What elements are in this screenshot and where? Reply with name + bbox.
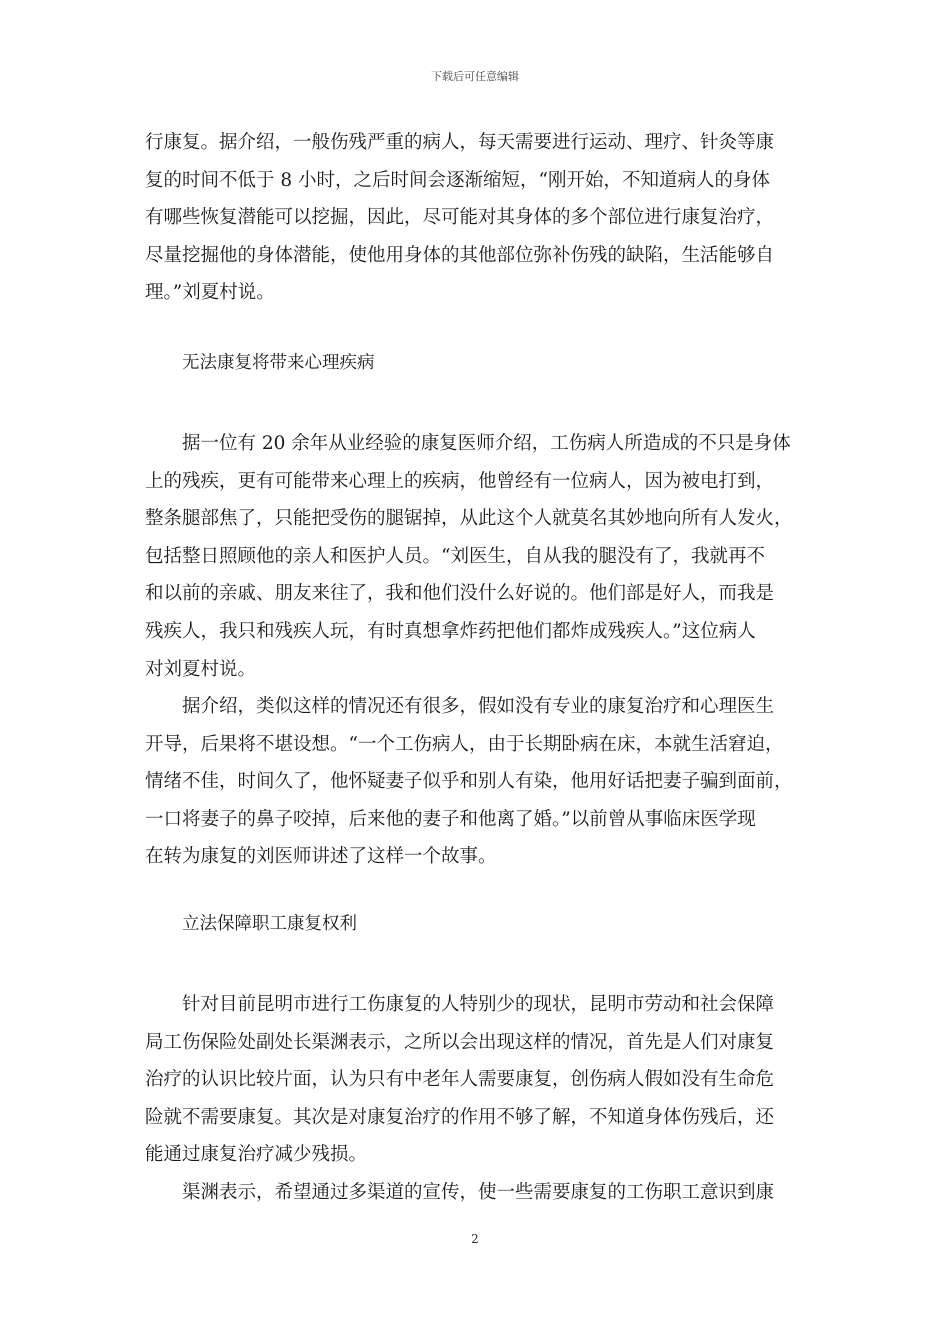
- text-line: 据介绍，类似这样的情况还有很多，假如没有专业的康复治疗和心理医生: [182, 696, 775, 717]
- text-line: 局工伤保险处副处长渠渊表示，之所以会出现这样的情况，首先是人们对康复: [145, 1031, 775, 1053]
- text-line: 针对目前昆明市进行工伤康复的人特别少的现状，昆明市劳动和社会保障: [182, 994, 775, 1015]
- section-heading-1: 无法康复将带来心理疾病: [182, 353, 375, 373]
- text-line: 尽量挖掘他的身体潜能，使他用身体的其他部位弥补伤残的缺陷，生活能够自: [145, 244, 775, 266]
- page-header: 下载后可任意编辑: [431, 70, 519, 83]
- text-line: 上的残疾，更有可能带来心理上的疾病，他曾经有一位病人，因为被电打到，: [145, 470, 775, 492]
- section-heading-2: 立法保障职工康复权利: [182, 914, 357, 934]
- text-line: 情绪不佳，时间久了，他怀疑妻子似乎和别人有染，他用好话把妻子骗到面前，: [145, 771, 793, 793]
- text-line: 开导，后果将不堪设想。“一个工伤病人，由于长期卧病在床，本就生活窘迫，: [145, 733, 784, 755]
- text-line: 包括整日照顾他的亲人和医护人员。“刘医生，自从我的腿没有了，我就再不: [145, 545, 765, 567]
- text-line: 能通过康复治疗减少残损。: [145, 1144, 368, 1166]
- page-number: 2: [471, 1232, 479, 1246]
- text-line: 一口将妻子的鼻子咬掉，后来他的妻子和他离了婚。”以前曾从事临床医学现: [145, 808, 756, 830]
- paragraph-3: [145, 688, 810, 876]
- paragraph-5: [145, 1174, 810, 1212]
- text-line: 治疗的认识比较片面，认为只有中老年人需要康复，创伤病人假如没有生命危: [145, 1069, 775, 1091]
- text-line: 整条腿部焦了，只能把受伤的腿锯掉，从此这个人就莫名其妙地向所有人发火，: [145, 508, 793, 530]
- text-line: 复的时间不低于 8 小时，之后时间会逐渐缩短，“刚开始，不知道病人的身体: [145, 169, 770, 191]
- paragraph-1: [145, 124, 810, 312]
- text-line: 对刘夏村说。: [145, 658, 257, 680]
- paragraph-2: [145, 425, 810, 688]
- text-line: 据一位有 20 余年从业经验的康复医师介绍，工伤病人所造成的不只是身体: [182, 433, 791, 454]
- text-line: 险就不需要康复。其次是对康复治疗的作用不够了解，不知道身体伤残后，还: [145, 1106, 775, 1128]
- text-line: 残疾人，我只和残疾人玩，有时真想拿炸药把他们都炸成残疾人。”这位病人: [145, 620, 756, 642]
- text-line: 有哪些恢复潜能可以挖掘，因此，尽可能对其身体的多个部位进行康复治疗，: [145, 207, 775, 229]
- text-line: 渠渊表示，希望通过多渠道的宣传，使一些需要康复的工伤职工意识到康: [182, 1182, 775, 1203]
- text-line: 行康复。据介绍，一般伤残严重的病人，每天需要进行运动、理疗、针灸等康: [145, 132, 775, 153]
- text-line: 理。”刘夏村说。: [145, 282, 275, 304]
- text-line: 在转为康复的刘医师讲述了这样一个故事。: [145, 846, 497, 868]
- text-line: 和以前的亲戚、朋友来往了，我和他们没什么好说的。他们部是好人，而我是: [145, 583, 775, 605]
- paragraph-4: [145, 986, 810, 1174]
